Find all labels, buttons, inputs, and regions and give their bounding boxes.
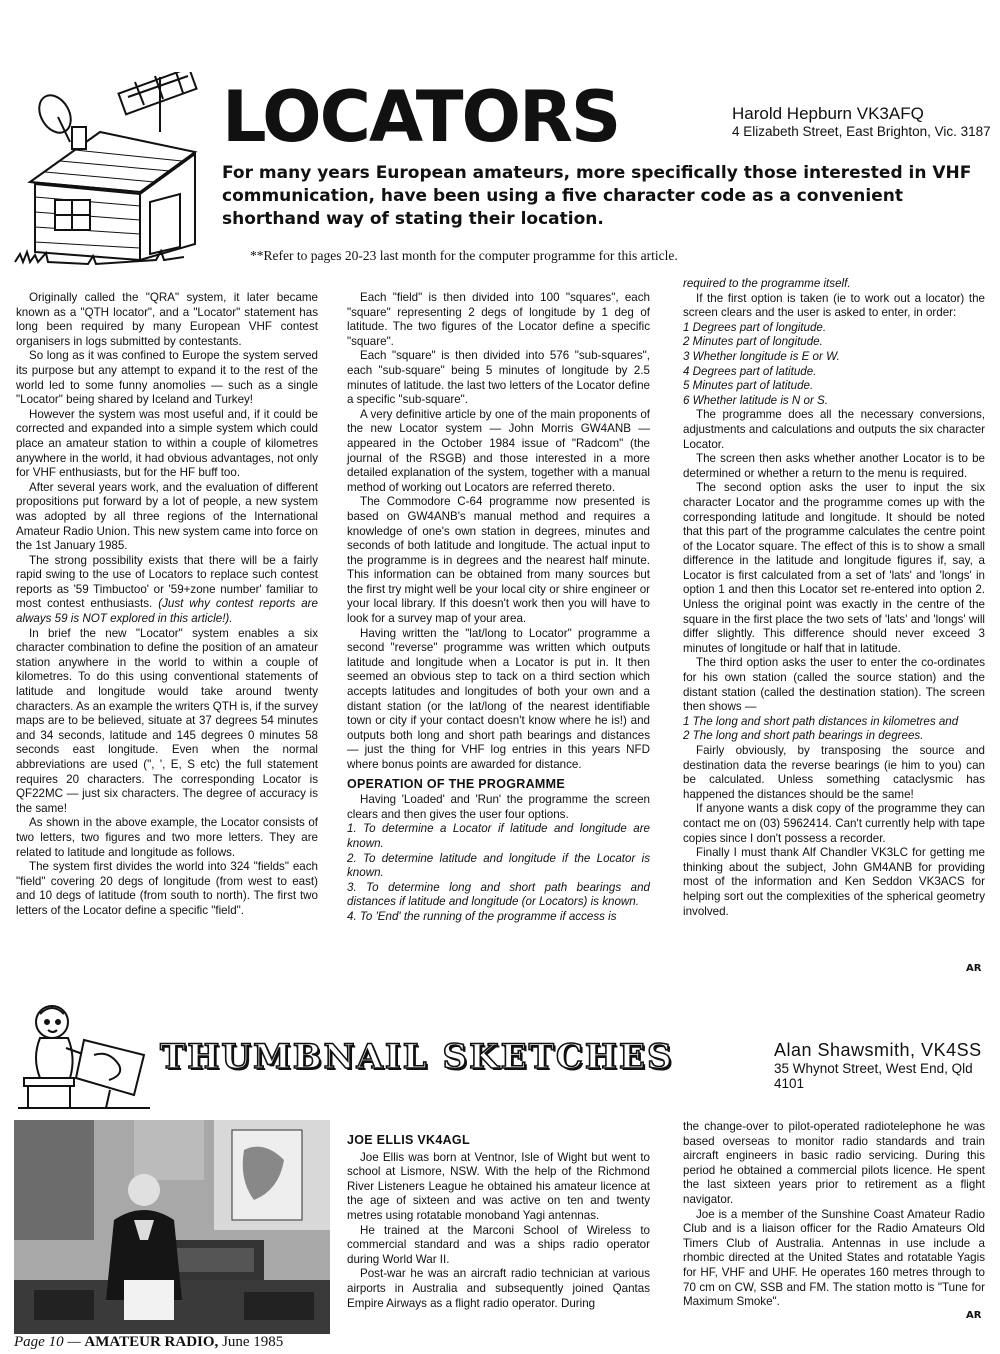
section-title: THUMBNAIL SKETCHES bbox=[160, 1037, 674, 1077]
portrait-photo bbox=[14, 1120, 330, 1334]
input-item: 3 Whether longitude is E or W. bbox=[683, 349, 840, 363]
input-item: 4 Degrees part of latitude. bbox=[683, 364, 817, 378]
paragraph: In brief the new "Locator" system enables a six character combination to define the position of an amateur station anywhere in the world to within a couple of kilometres. To do this using conventional statements of latitude and longitude would take around twenty characters. As an example the writers QTH is, if the survey maps are to be believed, situate at 37 degrees 54 minutes and 34 seconds, latitude and 145 degrees 0 minutes 58 seconds east longitude. Even when the normal abbreviations are used (", ', E, S etc) the full statement requires 20 characters. The corresponding Locator is QF22MC — just six characters. The degree of accuracy is the same! bbox=[16, 626, 318, 815]
paragraph: Each "field" is then divided into 100 "squares", each "square" representing 2 degs of longitude by 1 deg of latitude. The two figures of the Locator define a specific "square". bbox=[347, 291, 650, 348]
page-number: Page 10 — bbox=[14, 1334, 81, 1350]
paragraph: the change-over to pilot-operated radiotelephone he was based overseas to monitor radio standards and train aircraft engineers in basic radio servicing. During this period he obtained a commercial pilots licence. He spent the last sixteen years prior to retirement as a flight navigator. bbox=[683, 1120, 985, 1206]
sketch-column-1 bbox=[347, 1133, 650, 1311]
paragraph: After several years work, and the evaluation of different propositions put forward by a lot of people, a new system was adopted by all three regions of the International Amateur Radio Union. This new system came into force on the 1st January 1985. bbox=[16, 480, 319, 553]
continued-text: required to the programme itself. bbox=[683, 277, 851, 290]
paragraph: As shown in the above example, the Locator consists of two letters, two figures and two more letters. They are related to latitude and longitude as follows. bbox=[16, 816, 318, 859]
shack-illustration bbox=[10, 72, 220, 272]
paragraph: The Commodore C-64 programme now presented is based on GW4ANB's manual method and requires a knowledge of one's own station in degrees, minutes and seconds of both latitude and longitude. The actual input to the programme is in degrees and the nearest half minute. This information can be obtained from many sources but the first try might well be your local city or shire engineer or your local library. If this doesn't work then you will have to look for a survey map of your area. bbox=[347, 495, 650, 626]
page-footer bbox=[14, 1334, 283, 1351]
option-item: 4. To 'End' the running of the programme if access is bbox=[347, 909, 617, 923]
station-photo-icon bbox=[14, 1120, 330, 1334]
paragraph: The third option asks the user to enter the co-ordinates for his own station (called the source station) and the distant station (called the destination station). The screen then shows — bbox=[683, 656, 985, 714]
paragraph: Joe Ellis was born at Ventnor, Isle of Wight but went to school at Lismore, NSW. With the help of the Richmond River Listeners League he obtained his amateur licence at the age of sixteen and was active on ten and twenty metres using rotatable monoband Yagi antennas. bbox=[347, 1150, 650, 1222]
paragraph: A very definitive article by one of the main proponents of the new Locator system — John Morris GW4ANB — appeared in the October 1984 issue of "Radcom" (the journal of the RSGB) and those interested in a more detailed explanation of the system, together with a manual method of working out Locators are referred thereto. bbox=[347, 407, 650, 494]
sketch-illustration bbox=[14, 1000, 154, 1110]
shows-item: 2 The long and short path bearings in degrees. bbox=[683, 729, 924, 743]
paragraph: Each "square" is then divided into 576 "sub-squares", each "sub-square" being 5 minutes of longitude by 2.5 minutes of latitude. the last two letters of the Locator define a specific "sub-square". bbox=[347, 349, 650, 407]
shows-item: 1 The long and short path distances in kilometres and bbox=[683, 714, 959, 728]
paragraph: The programme does all the necessary conversions, adjustments and calculations and outputs the six character Locator. bbox=[683, 408, 985, 451]
end-mark: AR bbox=[966, 963, 982, 974]
article-intro: For many years European amateurs, more specifically those interested in VHF communication, have been using a five character code as a convenient shorthand way of stating their location. bbox=[222, 163, 972, 229]
paragraph: Having written the "lat/long to Locator" programme a second "reverse" programme was written which outputs latitude and longitude when a Locator is put in. It then seemed an obvious step to tack on a third section which accepts latitudes and longitudes of both your own and a distant station (or the lat/long of the nearest identifiable town or city if your contact doesn't know where he is!) and outputs both long and short path bearings and distances — just the thing for VHF log entries in this years NFD where bonus points are awarded for distance. bbox=[347, 626, 650, 771]
sketch-column-2 bbox=[683, 1120, 985, 1310]
input-item: 1 Degrees part of longitude. bbox=[683, 320, 827, 334]
paragraph: He trained at the Marconi School of Wireless to commercial standard and was a ships radio operator during World War II. bbox=[347, 1223, 650, 1266]
article-note: **Refer to pages 20-23 last month for the computer programme for this article. bbox=[250, 248, 678, 263]
article-column-1 bbox=[16, 291, 318, 919]
paragraph: The second option asks the user to input the six character Locator and the programme comes up with the corresponding latitude and longitude. It should be noted that this part of the programme calculates the centre point of the Locator square. The effect of this is to show a small difference in the latitude and longitude figures if, say, a Locator is first calculated from a set of 'lats' and 'longs' in option 1 and then this Locator set re-entered into option 2. Unless the original point was exactly in the centre of the square in the first place the two sets of 'lats' and 'longs' will differ slightly. This difference should never exceed 3 minutes of longitude or half that in latitude. bbox=[683, 481, 985, 655]
option-item: 3. To determine long and short path bearings and distances if latitude and longitude (or Locators) is known. bbox=[347, 880, 650, 909]
paragraph: Finally I must thank Alf Chandler VK3LC for getting me thinking about the subject, John GM4ANB for providing most of the information and Ken Seddon VK3ACS for helping sort out the complexities of the spherical geometry involved. bbox=[683, 846, 985, 918]
paragraph: If anyone wants a disk copy of the programme they can contact me on (03) 5962414. Can't currently help with tape copies since I don't possess a recorder. bbox=[683, 802, 985, 845]
magazine-name: AMATEUR RADIO, bbox=[84, 1334, 219, 1350]
sketch-author: Alan Shawsmith, VK4SS bbox=[774, 1040, 982, 1060]
sketch-address: 35 Whynot Street, West End, Qld 4101 bbox=[774, 1061, 973, 1091]
paragraph-aside: (Just why contest reports are always 59 is NOT explored in this article!). bbox=[16, 597, 318, 626]
input-item: 5 Minutes part of latitude. bbox=[683, 379, 814, 393]
option-item: 1. To determine a Locator if latitude and longitude are known. bbox=[347, 822, 650, 850]
paragraph: Originally called the "QRA" system, it later became known as a "QTH locator", and a "Locator" statement has long been required by many European VHF contest organisers in logs submitted by contestants. bbox=[16, 291, 318, 348]
input-item: 6 Whether latitude is N or S. bbox=[683, 393, 828, 407]
section-heading: OPERATION OF THE PROGRAMME bbox=[347, 776, 565, 791]
paragraph bbox=[16, 554, 318, 627]
paragraph: So long as it was confined to Europe the system served its purpose but any attempt to expand it to the rest of the world led to some funny anomolies — such as a single "Locator" being shared by Iceland and Turkey! bbox=[16, 349, 318, 407]
issue-date: June 1985 bbox=[222, 1334, 284, 1350]
paragraph: Post-war he was an aircraft radio technician at various airports in Australia and subsequently joined Qantas Empire Airways as a flight radio operator. During bbox=[347, 1267, 650, 1310]
article-address: 4 Elizabeth Street, East Brighton, Vic. 3187 bbox=[732, 124, 991, 139]
article-author: Harold Hepburn VK3AFQ bbox=[732, 104, 924, 123]
paragraph: The system first divides the world into 324 "fields" each "field" covering 20 degs of longitude (from west to east) and 10 degs of latitude (from south to north). The first two letters of the Locator define a specific "field". bbox=[16, 860, 318, 917]
article-title: LOCATORS bbox=[222, 76, 620, 158]
article-column-2 bbox=[347, 291, 650, 925]
paragraph: However the system was most useful and, if it could be corrected and expanded into a simple system which could place an amateur station to within a couple of kilometres anywhere in the world, it had obvious advantages, not only for VHF enthusiasts, but for the HF buff too. bbox=[16, 407, 318, 480]
option-item: 2. To determine latitude and longitude if the Locator is known. bbox=[347, 851, 650, 880]
paragraph: If the first option is taken (ie to work out a locator) the screen clears and the user is asked to enter, in order: bbox=[683, 291, 985, 320]
sketch-heading: JOE ELLIS VK4AGL bbox=[347, 1133, 470, 1147]
end-mark: AR bbox=[966, 1310, 982, 1321]
article-column-3 bbox=[683, 277, 985, 919]
paragraph: The screen then asks whether another Locator is to be determined or whether a return to the menu is required. bbox=[683, 452, 985, 480]
paragraph-text: The strong possibility exists that there will be a fairly rapid swing to the use of Locators to replace such contest reports as '59 Timbuctoo' or '59+zone number' familiar to most contest enthusiasts. bbox=[16, 553, 318, 611]
house-antenna-icon bbox=[10, 72, 220, 272]
input-item: 2 Minutes part of longitude. bbox=[683, 335, 823, 349]
paragraph: Joe is a member of the Sunshine Coast Amateur Radio Club and is a liaison officer for the Radio Amateurs Old Timers Club of Australia. Antennas in use include a rhombic directed at the United States and rotatable Yagis for HF, VHF and UHF. He operates 160 metres through to 70 cm on CW, SSB and FM. The station motto is "Tune for Maximum Smoke". bbox=[683, 1207, 985, 1309]
paragraph: Having 'Loaded' and 'Run' the programme the screen clears and then gives the user four options. bbox=[347, 793, 650, 821]
artist-drawing-icon bbox=[14, 1000, 154, 1110]
paragraph: Fairly obviously, by transposing the source and destination data the reverse bearings (ie him to you) can be calculated. Unless something cataclysmic has happened the distances should be the same! bbox=[683, 744, 985, 801]
